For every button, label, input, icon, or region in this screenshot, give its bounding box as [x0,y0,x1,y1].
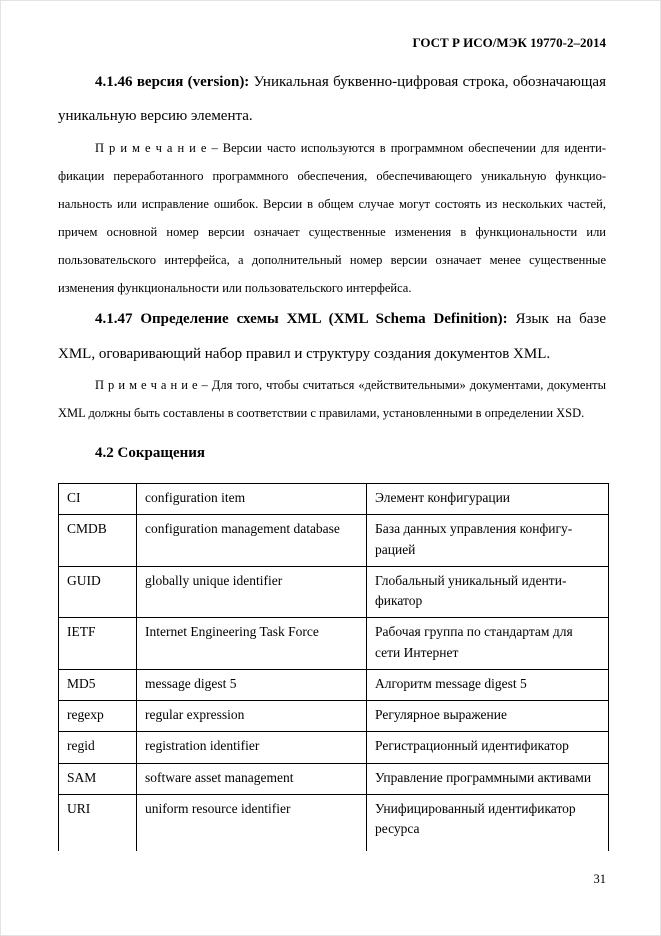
term-4-1-47-body: Язык на базе XML, оговаривающий набор правил и структуру создания документов XML. [58,311,606,362]
term-definition-4-1-46 [58,65,606,134]
cell-abbreviation: SAM [59,763,137,794]
abbreviations-table [58,483,609,851]
term-definition-4-1-47 [58,302,606,371]
cell-abbreviation: IETF [59,618,137,670]
cell-abbreviation: regid [59,732,137,763]
cell-russian-term: Управление программными активами [367,763,609,794]
cell-abbreviation: MD5 [59,669,137,700]
cell-english-term: uniform resource identifier [137,794,367,851]
cell-abbreviation: GUID [59,566,137,618]
note-4-1-47: П р и м е ч а н и е – Для того, чтобы считаться «действительными» документами, документы XML должны быть составлены в соответствии с правилами, установленными в определении XSD. [58,378,606,421]
table-row [59,763,609,794]
page-number: 31 [593,872,606,886]
table-row [59,618,609,670]
cell-abbreviation: CMDB [59,515,137,567]
cell-abbreviation: CI [59,484,137,515]
table-row [59,566,609,618]
cell-english-term: software asset management [137,763,367,794]
cell-english-term: Internet Engineering Task Force [137,618,367,670]
table-row [59,484,609,515]
cell-english-term: regular expression [137,701,367,732]
table-row [59,669,609,700]
term-4-1-47-lead: 4.1.47 Определение схемы XML (XML Schema Definition): [95,311,516,328]
note-4-1-46: П р и м е ч а н и е – Версии часто используются в программном обеспечении для идентификации переработанного программного обеспечения, обеспечивающего уникальную функциональность или исправление ошибок. Версии в общем случае могут состоять из нескольких частей, причем основной номер версии означает существенные изменения в функциональности или пользовательского интерфейса, а дополнительный номер версии означает менее существенные изменения функциональности или пользовательского интерфейса. [58,140,606,296]
cell-russian-term: База данных управления конфигурацией [367,515,609,567]
cell-russian-term: Глобальный уникальный идентификатор [367,566,609,618]
table-row [59,794,609,851]
table-row [59,732,609,763]
table-row [59,515,609,567]
cell-russian-term: Регистрационный идентификатор [367,732,609,763]
cell-russian-term: Рабочая группа по стандартам для сети Интернет [367,618,609,670]
cell-russian-term: Регулярное выражение [367,701,609,732]
cell-english-term: globally unique identifier [137,566,367,618]
cell-english-term: configuration item [137,484,367,515]
table-row [59,701,609,732]
cell-russian-term: Унифицированный идентификатор ресурса [367,794,609,851]
cell-english-term: registration identifier [137,732,367,763]
section-heading-4-2: 4.2 Сокращения [95,444,206,461]
cell-russian-term: Алгоритм message digest 5 [367,669,609,700]
cell-abbreviation: URI [59,794,137,851]
term-4-1-46-body: Уникальная буквенно-цифровая строка, обозначающая уникальную версию элемента. [58,73,606,125]
term-4-1-46-lead: 4.1.46 версия (version): [95,73,254,90]
cell-english-term: configuration management database [137,515,367,567]
cell-abbreviation: regexp [59,701,137,732]
cell-russian-term: Элемент конфигурации [367,484,609,515]
cell-english-term: message digest 5 [137,669,367,700]
document-code-header: ГОСТ Р ИСО/МЭК 19770-2–2014 [412,35,606,50]
